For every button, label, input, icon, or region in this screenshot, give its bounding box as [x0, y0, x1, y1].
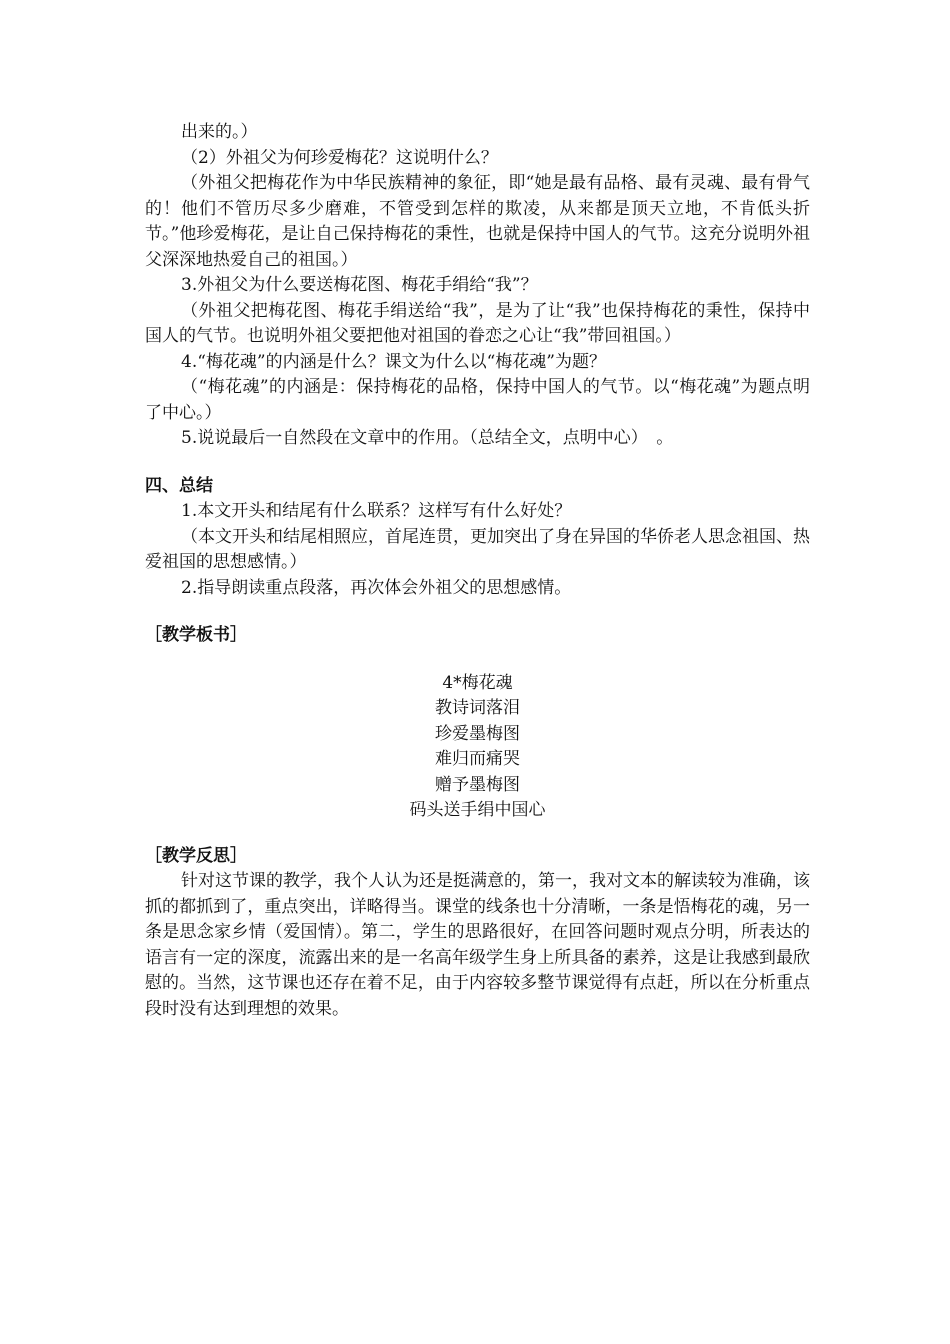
- board-line: 难归而痛哭: [435, 749, 520, 769]
- board-line: 赠予墨梅图: [435, 774, 520, 795]
- continuation-line: 出来的。）: [181, 122, 258, 142]
- reflection-heading: ［教学反思］: [145, 845, 247, 866]
- question-4: 4.“梅花魂”的内涵是什么？课文为什么以“梅花魂”为题？: [181, 351, 606, 372]
- spacer: [145, 824, 810, 844]
- summary-question-1: 1.本文开头和结尾有什么联系？这样写有什么好处？: [181, 501, 572, 521]
- summary-heading: 四、总结: [145, 475, 213, 496]
- spacer: [145, 601, 810, 623]
- reflection-text: 针对这节课的教学，我个人认为还是挺满意的，第一，我对文本的解读较为准确，该抓的都抓到了，重点突出，详略得当。课堂的线条也十分清晰，一条是悟梅花的魂，另一条是思念家乡情（爱国情）。第二，学生的思路很好，在回答问题时观点分明，所表达的语言有一定的深度，流露出来的是一名高年级学生身上所具备的素养，这是让我感到最欣慰的。当然，这节课也还存在着不足，由于内容较多整节课觉得有点赶，所以在分析重点段时没有达到理想的效果。: [145, 871, 810, 1019]
- document-page: [145, 120, 810, 1022]
- summary-question-2: 2.指导朗读重点段落，再次体会外祖父的思想感情。: [181, 577, 572, 598]
- question-3: 3.外祖父为什么要送梅花图、梅花手绢给“我”？: [181, 275, 538, 295]
- board-line: 珍爱墨梅图: [435, 723, 520, 744]
- board-line: 教诗词落泪: [435, 698, 520, 718]
- answer-2: （外祖父把梅花作为中华民族精神的象征，即“她是最有品格、最有灵魂、最有骨气的！他们不管历尽多少磨难，不管受到怎样的欺凌，从来都是顶天立地，不肯低头折节。”他珍爱梅花，是让自己保持梅花的秉性，也就是保持中国人的气节。这充分说明外祖父深深地热爱自己的祖国。）: [145, 173, 810, 270]
- answer-4: （“梅花魂”的内涵是：保持梅花的品格，保持中国人的气节。以“梅花魂”为题点明了中心。）: [145, 377, 810, 423]
- answer-3: （外祖父把梅花图、梅花手绢送给“我”，是为了让“我”也保持梅花的秉性，保持中国人的气节。也说明外祖父要把他对祖国的眷恋之心让“我”带回祖国。）: [145, 300, 810, 346]
- question-5: 5.说说最后一自然段在文章中的作用。（总结全文，点明中心） 。: [181, 428, 674, 448]
- question-2: （2）外祖父为何珍爱梅花？这说明什么？: [181, 147, 498, 168]
- board-line: 4*梅花魂: [442, 672, 513, 693]
- board-heading: ［教学板书］: [145, 625, 247, 645]
- blackboard-outline: [145, 671, 810, 824]
- spacer: [145, 452, 810, 474]
- board-line: 码头送手绢中国心: [409, 800, 546, 820]
- summary-answer-1: （本文开头和结尾相照应，首尾连贯，更加突出了身在异国的华侨老人思念祖国、热爱祖国的思想感情。）: [145, 526, 810, 572]
